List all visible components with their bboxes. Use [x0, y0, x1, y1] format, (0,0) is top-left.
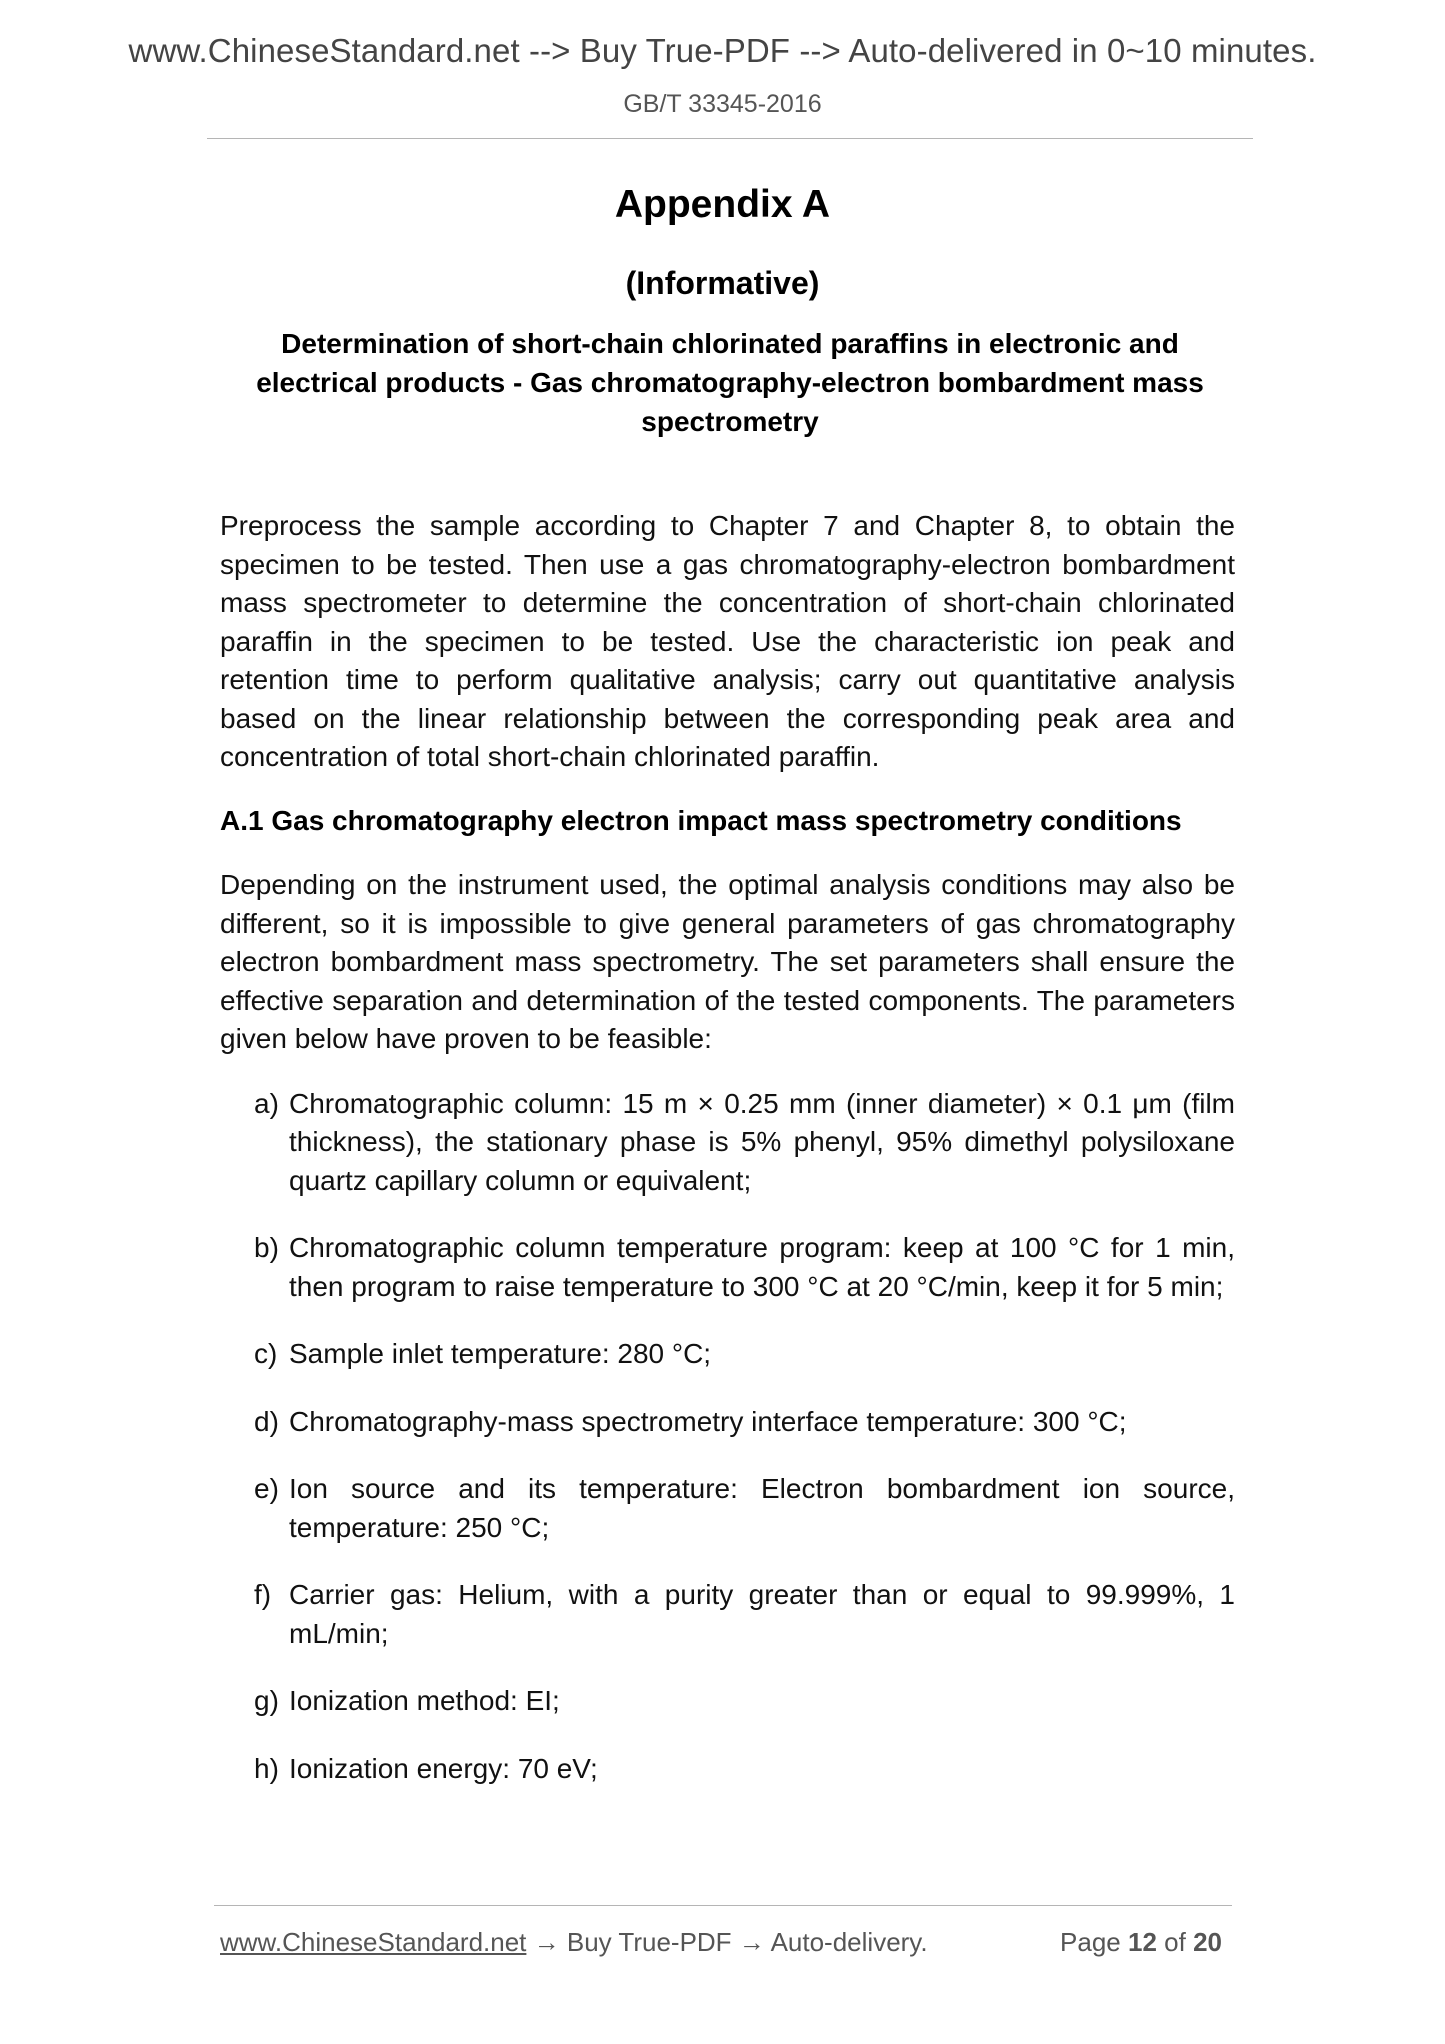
document-body — [220, 507, 1235, 1817]
section-heading: A.1 Gas chromatography electron impact mass spectrometry conditions — [220, 804, 1182, 836]
list-item — [254, 1229, 1235, 1306]
footer-divider — [214, 1905, 1232, 1906]
list-marker: d) — [254, 1405, 279, 1437]
appendix-title: Appendix A — [614, 183, 831, 226]
list-item-text: Chromatographic column temperature program: keep at 100 °C for 1 min, then program to raise temperature to 300 °C at 20 °C/min, keep it for 5 min; — [289, 1232, 1235, 1302]
list-marker: c) — [254, 1338, 278, 1369]
appendix-subtitle-line: electrical products - Gas chromatography-electron bombardment mass — [256, 367, 1204, 398]
page-number — [1060, 1927, 1222, 1958]
parameter-list — [220, 1085, 1235, 1789]
list-item — [254, 1335, 1235, 1374]
page-of-label: of — [1164, 1927, 1186, 1957]
list-item — [254, 1682, 1235, 1721]
list-marker: e) — [254, 1473, 279, 1504]
list-item-text: Chromatographic column: 15 m × 0.25 mm (inner diameter) × 0.1 μm (film thickness), the stationary phase is 5% phenyl, 95% dimethyl polysiloxane quartz capillary column or equivalent; — [289, 1087, 1235, 1196]
page-current: 12 — [1128, 1927, 1157, 1957]
list-marker: a) — [254, 1087, 279, 1119]
list-item — [254, 1750, 1235, 1789]
page-label: Page — [1060, 1927, 1121, 1957]
list-item-text: Sample inlet temperature: 280 °C; — [289, 1338, 712, 1369]
appendix-type: (Informative) — [625, 265, 820, 301]
section-paragraph: Depending on the instrument used, the optimal analysis conditions may also be different, so it is impossible to give general parameters of gas chromatography electron bombardment mass spectrometry. The set parameters shall ensure the effective separation and determination of the tested components. The parameters given below have proven to be feasible: — [220, 869, 1235, 1054]
footer-site-link[interactable]: www.ChineseStandard.net — [220, 1927, 527, 1957]
list-item-text: Ionization energy: 70 eV; — [289, 1752, 598, 1784]
appendix-subtitle-line: Determination of short-chain chlorinated paraffins in electronic and — [281, 328, 1179, 359]
list-item-text: Carrier gas: Helium, with a purity greater than or equal to 99.999%, 1 mL/min; — [289, 1579, 1235, 1649]
intro-paragraph: Preprocess the sample according to Chapter 7 and Chapter 8, to obtain the specimen to be tested. Then use a gas chromatography-electron bombardment mass spectrometer to determine the concentration of short-chain chlorinated paraffin in the specimen to be tested. Use the characteristic ion peak and retention time to perform qualitative analysis; carry out quantitative analysis based on the linear relationship between the corresponding peak area and concentration of total short-chain chlorinated paraffin. — [220, 510, 1235, 772]
list-item-text: Ion source and its temperature: Electron bombardment ion source, temperature: 250 °C; — [289, 1473, 1235, 1543]
page-footer — [220, 1927, 1232, 1958]
document-id: GB/T 33345-2016 — [623, 90, 822, 118]
list-marker: g) — [254, 1685, 279, 1716]
list-item — [254, 1085, 1235, 1201]
list-item-text: Ionization method: EI; — [289, 1685, 560, 1716]
top-banner: www.ChineseStandard.net --> Buy True-PDF --> Auto-delivered in 0~10 minutes. — [128, 32, 1317, 69]
list-marker: b) — [254, 1232, 279, 1263]
list-item-text: Chromatography-mass spectrometry interface temperature: 300 °C; — [289, 1405, 1127, 1437]
list-item — [254, 1470, 1235, 1547]
list-marker: f) — [254, 1579, 272, 1610]
page-total: 20 — [1193, 1927, 1222, 1957]
appendix-subtitle — [220, 324, 1240, 441]
appendix-subtitle-line: spectrometry — [641, 406, 819, 437]
list-marker: h) — [254, 1752, 279, 1784]
footer-tagline: → Buy True-PDF → Auto-delivery. — [526, 1927, 928, 1957]
header-divider — [207, 138, 1253, 139]
list-item — [254, 1576, 1235, 1653]
list-item — [254, 1403, 1235, 1442]
